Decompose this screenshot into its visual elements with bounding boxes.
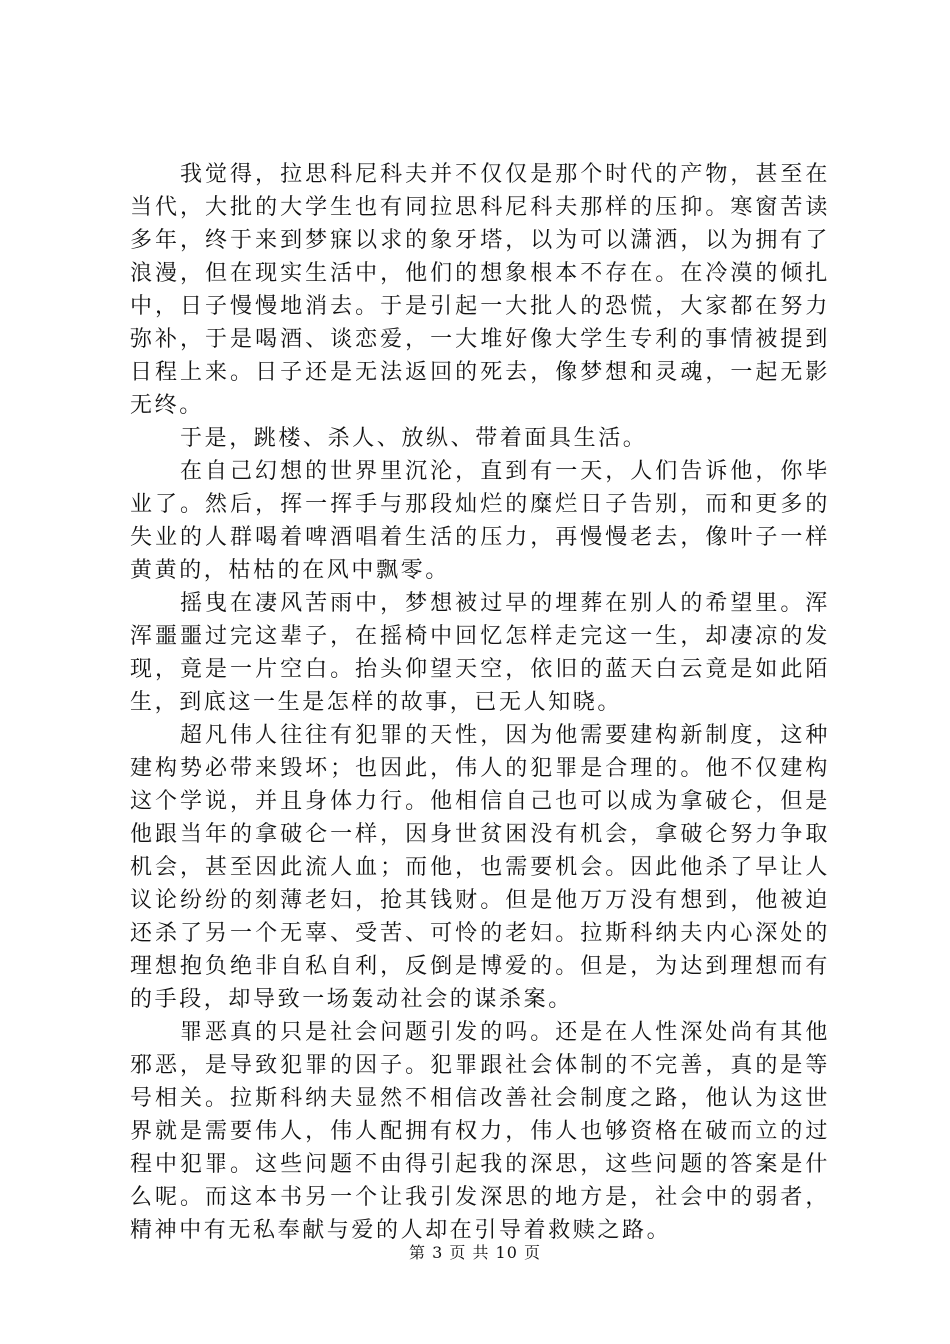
paragraph: 摇曳在凄风苦雨中，梦想被过早的埋葬在别人的希望里。浑浑噩噩过完这辈子，在摇椅中回忆怎样走完这一生，却凄凉的发现，竟是一片空白。抬头仰望天空，依旧的蓝天白云竟是如此陌生，到底这一生是怎样的故事，已无人知晓。 [130, 591, 830, 715]
page-number-footer: 第 3 页 共 10 页 [409, 1243, 541, 1262]
paragraph: 于是，跳楼、杀人、放纵、带着面具生活。 [180, 426, 648, 451]
body-text [130, 158, 830, 1247]
paragraph: 我觉得，拉思科尼科夫并不仅仅是那个时代的产物，甚至在当代，大批的大学生也有同拉思科尼科夫那样的压抑。寒窗苦读多年，终于来到梦寐以求的象牙塔，以为可以潇洒，以为拥有了浪漫，但在现实生活中，他们的想象根本不存在。在冷漠的倾扎中，日子慢慢地消去。于是引起一大批人的恐慌，大家都在努力弥补，于是喝酒、谈恋爱，一大堆好像大学生专利的事情被提到日程上来。日子还是无法返回的死去，像梦想和灵魂，一起无影无终。 [130, 162, 830, 418]
paragraph: 超凡伟人往往有犯罪的天性，因为他需要建构新制度，这种建构势必带来毁坏；也因此，伟人的犯罪是合理的。他不仅建构这个学说，并且身体力行。他相信自己也可以成为拿破仑，但是他跟当年的拿破仑一样，因身世贫困没有机会，拿破仑努力争取机会，甚至因此流人血；而他，也需要机会。因此他杀了早让人议论纷纷的刻薄老妇，抢其钱财。但是他万万没有想到，他被迫还杀了另一个无辜、受苦、可怜的老妇。拉斯科纳夫内心深处的理想抱负绝非自私自利，反倒是博爱的。但是，为达到理想而有的手段，却导致一场轰动社会的谋杀案。 [130, 723, 830, 1012]
paragraph: 在自己幻想的世界里沉沦，直到有一天，人们告诉他，你毕业了。然后，挥一挥手与那段灿烂的糜烂日子告别，而和更多的失业的人群喝着啤酒唱着生活的压力，再慢慢老去，像叶子一样黄黄的，枯枯的在风中飘零。 [130, 459, 830, 583]
paragraph: 罪恶真的只是社会问题引发的吗。还是在人性深处尚有其他邪恶，是导致犯罪的因子。犯罪跟社会体制的不完善，真的是等号相关。拉斯科纳夫显然不相信改善社会制度之路，他认为这世界就是需要伟人，伟人配拥有权力，伟人也够资格在破而立的过程中犯罪。这些问题不由得引起我的深思，这些问题的答案是什么呢。而这本书另一个让我引发深思的地方是，社会中的弱者，精神中有无私奉献与爱的人却在引导着救赎之路。 [130, 1020, 830, 1243]
